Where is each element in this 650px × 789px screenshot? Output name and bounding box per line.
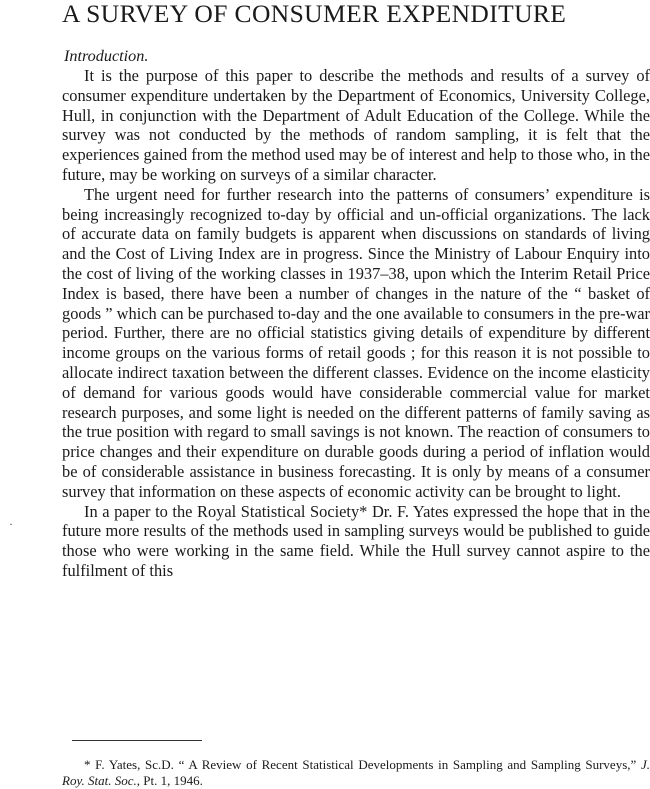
paragraph-1: It is the purpose of this paper to describe the methods and results of a survey of consumer expenditure undertaken by the Department of Economics, University College, Hull, in conjunction with the Department of Adult Education of the College. While the survey was not conducted by the methods of random sampling, it is felt that the experiences gained from the method used may be of interest and help to those who, in the future, may be working on surveys of a similar character. [62, 66, 650, 184]
margin-mark: · [9, 517, 13, 531]
paragraph-3: In a paper to the Royal Statistical Society* Dr. F. Yates expressed the hope that in the future more results of the methods used in sampling surveys would be published to guide those who were working in the same field. While the Hull survey cannot aspire to the fulfilment of this [62, 501, 650, 580]
footnote-divider [72, 740, 202, 741]
section-heading-introduction: Introduction. [64, 47, 149, 65]
document-page [62, 0, 650, 788]
article-title: A SURVEY OF CONSUMER EXPENDITURE [62, 0, 567, 26]
footnote-journal: J. Roy. Stat. Soc. [62, 757, 650, 788]
paragraph-2: The urgent need for further research into the patterns of consumers’ expenditure is being increasingly recognized to-day by official and un-official organizations. The lack of accurate data on family budgets is apparent when discussions on standards of living and the Cost of Living Index are in progress. Since the Ministry of Labour Enquiry into the cost of living of the working classes in 1937–38, upon which the Interim Retail Price Index is based, there have been a number of changes in the nature of the “ basket of goods ” which can be purchased to-day and the one available to consumers in the pre-war period. Further, there are no official statistics giving details of expenditure by different income groups on the various forms of retail goods ; for this reason it is not possible to allocate indirect taxation between the different classes. Evidence on the income elasticity of demand for various goods would have considerable commercial value for market research purposes, and some light is needed on the different patterns of family saving as the true position with regard to small savings is not known. The reaction of consumers to price changes and their expenditure on durable goods during a period of inflation would be of considerable assistance in business forecasting. It is only by means of a consumer survey that information on these aspects of economic activity can be brought to light. [62, 184, 650, 501]
footnote-text: * F. Yates, Sc.D. “ A Review of Recent Statistical Developments in Sampling and Sampling Surveys,” [84, 757, 641, 772]
footnote [62, 757, 650, 789]
footnote-details: , Pt. 1, 1946. [136, 773, 203, 788]
